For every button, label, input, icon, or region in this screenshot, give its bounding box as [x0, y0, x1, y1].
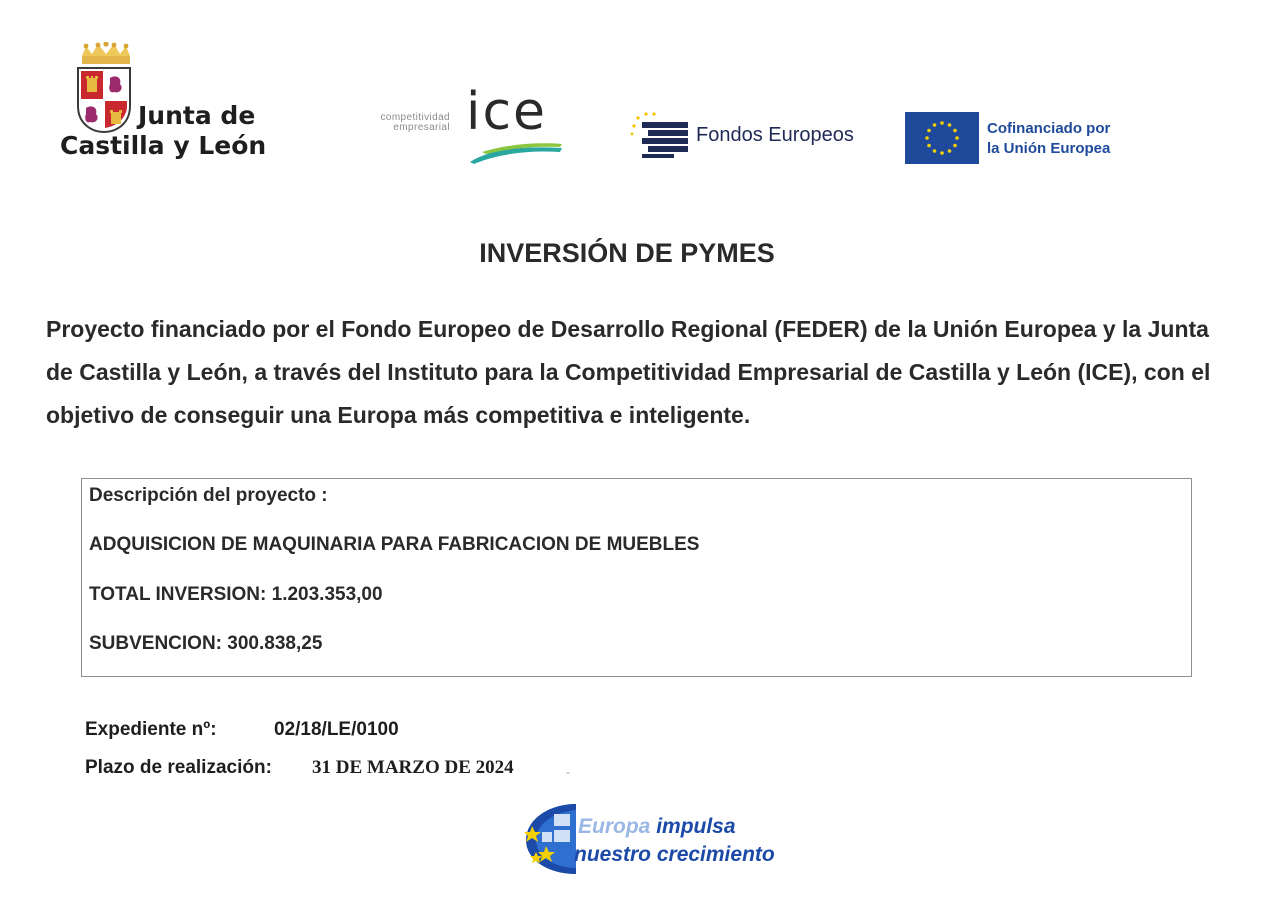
europa-impulsa-logo [524, 802, 824, 877]
europa-impulsa-line2: nuestro crecimiento [574, 843, 775, 866]
project-description-label: Descripción del proyecto : [89, 485, 328, 506]
ice-wordmark: ice [466, 82, 548, 142]
eu-flag-stripes-icon [628, 110, 690, 158]
plazo-label: Plazo de realización: [85, 757, 272, 778]
ice-tagline-line2: empresarial [393, 122, 450, 133]
total-investment: TOTAL INVERSION: 1.203.353,00 [89, 584, 383, 605]
impulsa-word: impulsa [656, 815, 736, 838]
coat-of-arms-icon [76, 66, 132, 134]
page-title: INVERSIÓN DE PYMES [479, 238, 775, 268]
stray-mark: - [566, 765, 570, 779]
expediente-label: Expediente nº: [85, 719, 217, 740]
project-box [81, 478, 1192, 677]
europa-word: Europa [578, 815, 651, 838]
fondos-europeos-logo [628, 110, 868, 160]
ice-tagline-line1: competitividad [380, 112, 450, 123]
jcyl-name-line2: Castilla y León [60, 131, 267, 160]
project-description-value: ADQUISICION DE MAQUINARIA PARA FABRICACION DE MUEBLES [89, 534, 700, 555]
eu-cofinanced-logo [905, 112, 1165, 168]
eu-cofinanced-text [987, 119, 1110, 159]
ice-tagline [338, 113, 450, 133]
crown-icon [78, 42, 134, 66]
jcyl-logo [58, 42, 288, 172]
intro-paragraph: Proyecto financiado por el Fondo Europeo de Desarrollo Regional (FEDER) de la Unión Europea y la Junta de Castilla y León, a través del Instituto para la Competitividad Empresarial de Castilla y León (ICE), con el objetivo de conseguir una Europa más competitiva e inteligente. [46, 316, 1211, 428]
swoosh-icon [468, 140, 564, 166]
eu-text-line2: la Unión Europea [987, 140, 1111, 157]
europa-emblem-icon [524, 802, 580, 876]
expediente-value: 02/18/LE/0100 [274, 719, 399, 740]
fondos-europeos-text: Fondos Europeos [696, 124, 854, 146]
eu-text-line1: Cofinanciado por [987, 120, 1111, 137]
ice-logo [338, 84, 578, 174]
plazo-value: 31 DE MARZO DE 2024 [312, 757, 514, 778]
europa-impulsa-line1 [578, 814, 736, 840]
subsidy: SUBVENCION: 300.838,25 [89, 633, 323, 654]
jcyl-name-line1: Junta de [138, 101, 256, 130]
eu-flag-icon [905, 112, 979, 164]
